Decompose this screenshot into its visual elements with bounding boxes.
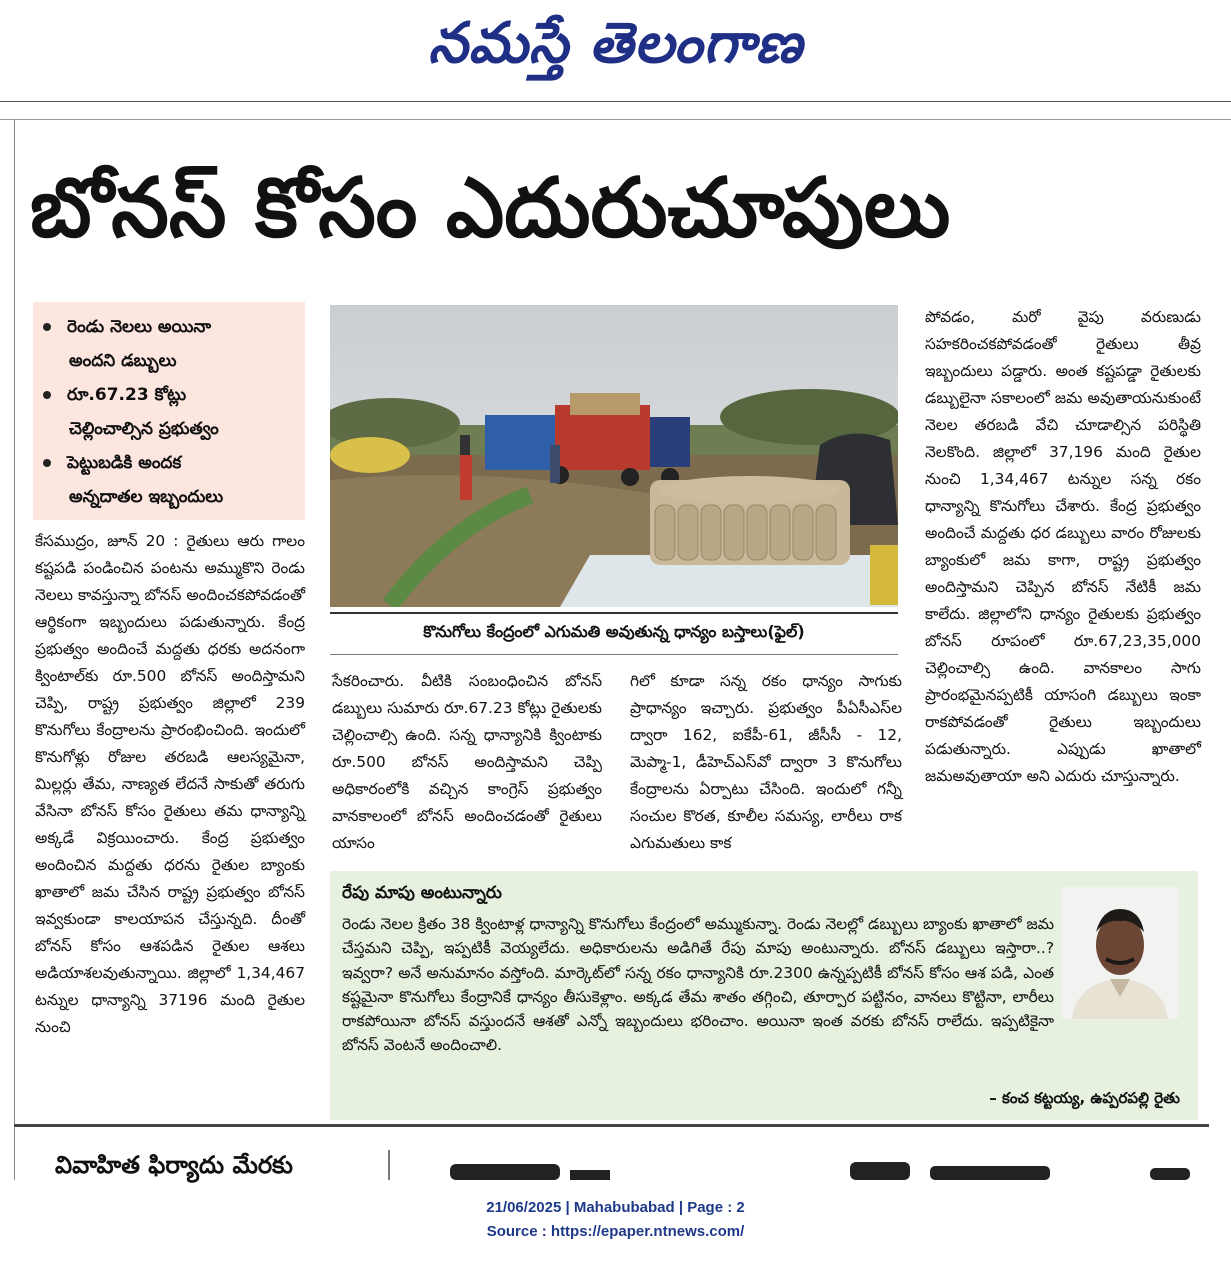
article-column-3: గిలో కూడా సన్న రకం ధాన్యం సాగుకు ప్రాధాన్యం ఇచ్చారు. ప్రభుత్వం పీఏసీఎస్‌ల ద్వారా 162, ఐకేపీ-61, జీసీసీ - 12, మెప్మా-1, డీహెచ్‌ఎస్‌వో ద్వారా 3 కొనుగోలు కేంద్రాలను ఏర్పాటు చేసింది. ఇందులో గన్నీ సంచుల కొరత, కూలీల సమస్య, లారీలు రాక ఎగుమతులు కాక [630,672,902,852]
column-rule [388,1150,390,1180]
column-rule [14,120,15,1180]
highlight-item: రెండు నెలలు అయినా అందని డబ్బులు [43,310,298,378]
highlights-box [33,302,305,520]
bullet-icon [43,323,51,331]
source-link[interactable]: Source : https://epaper.ntnews.com/ [486,1223,745,1240]
farmer-portrait [1062,887,1178,1019]
person-photo-icon [1062,887,1178,1019]
highlight-item: రూ.67.23 కోట్లు చెల్లించాల్సిన ప్రభుత్వం [43,378,298,446]
page-footer [0,1196,1231,1244]
article-column-2: సేకరించారు. వీటికి సంబంధించిన బోనస్‌ డబ్బులు సుమారు రూ.67.23 కోట్లు రైతులకు చెల్లించాల్సి ఉంది. సన్న ధాన్యానికి క్వింటాకు రూ.500 బోనస్‌ అందిస్తామని చెప్పి అధికారంలోకి వచ్చిన కాంగ్రెస్‌ ప్రభుత్వం వానకాలంలో బోనస్‌ అందించడంతో రైతులు యాసం [332,672,602,852]
grain-bags-photo-illustration [330,305,898,607]
article-column-1: కేసముద్రం, జూన్‌ 20 : రైతులు ఆరు గాలం కష్టపడి పండించిన పంటను అమ్ముకొని రెండు నెలలు కావస్తున్నా బోనస్‌ అందించకపోవడంతో ఆర్థికంగా ఇబ్బందులు పడుతున్నారు. కేంద్ర ప్రభుత్వం అందించే మద్దతు ధరకు అదనంగా క్వింటాల్‌కు రూ.500 బోనస్‌ అందిస్తామని చెప్పి, రాష్ట్ర ప్రభుత్వం జిల్లాలో 239 కొనుగోలు కేంద్రాలను ప్రారంభించింది. ఇందులో కొనుగోళ్లు రోజుల తరబడి ఆలస్యమైనా, మిల్లర్లు తేమ, నాణ్యత లేదనే సాకుతో తరుగు వేసినా బోనస్‌ కోసం రైతులు తమ ధాన్యాన్ని అక్కడే విక్రయించారు. కేంద్ర ప్రభుత్వం అందించిన మద్దతు ధరను రైతుల బ్యాంకు ఖాతాలో జమ చేసిన రాష్ట్ర ప్రభుత్వం బోనస్‌ ఇవ్వకుండా కాలయాపన చేస్తున్నది. దీంతో బోనస్‌ కోసం ఆశపడిన రైతుల ఆశలు అడియాశలవుతున్నాయి. జిల్లాలో 1,34,467 టన్నుల ధాన్యాన్ని 37196 మంది రైతుల నుంచి [35,532,305,1036]
next-story-headline: వివాహిత ఫిర్యాదు మేరకు [55,1151,293,1179]
masthead [0,0,1231,100]
bullet-icon [43,391,51,399]
newspaper-logo: నమస్తే తెలంగాణ [428,11,803,76]
quote-body: రెండు నెలల క్రితం 38 క్వింటాళ్ల ధాన్యాన్ని కొనుగోలు కేంద్రంలో అమ్ముకున్నా. రెండు నెలల్లో డబ్బులు బ్యాంకు ఖాతాలో జమ చేస్తమని చెప్పి, ఇప్పటికీ వెయ్యలేదు. అధికారులను అడిగితే రేపు మాపు అంటున్నారు. బోనస్‌ డబ్బులు ఇస్తారా..? ఇవ్వరా? అనే అనుమానం వస్తోంది. మార్కెట్‌లో సన్న రకం ధాన్యానికి రూ.2300 ఉన్నప్పటికీ బోనస్‌ కోసం ఆశ పడి, ఎంత కష్టమైనా కొనుగోలు కేంద్రానికే ధాన్యం తీసుకెళ్లాం. అక్కడ తేమ శాతం తగ్గించి, తూర్పార పట్టినం, వానలు కొట్టినా, లారీలు రాకపోయినా బోనస్‌ వస్తుందనే ఆశతో ఎన్నో ఇబ్బందులు భరించాం. అయినా ఇంత వరకు బోనస్‌ రాలేదు. ఇప్పటికైనా బోనస్‌ వెంటనే అందించాలి. [342,915,1054,1055]
quote-attribution: – కంచ కట్టయ్య, ఉప్పరపల్లి రైతు [989,1089,1180,1107]
divider [0,119,1231,120]
cut-off-headline [430,1150,1210,1180]
highlight-item: పెట్టుబడికి అందక అన్నదాతల ఇబ్బందులు [43,446,298,514]
headline: బోనస్‌ కోసం ఎదురుచూపులు [30,161,951,256]
article-column-4: పోవడం, మరో వైపు వరుణుడు సహకరించకపోవడంతో రైతులు తీవ్ర ఇబ్బందులు పడ్డారు. అంత కష్టపడ్డా రైతులకు డబ్బులైనా సకాలంలో జమ అవుతాయనుకుంటే నెలల తరబడి వేచి చూడాల్సిన పరిస్థితి నెలకొంది. జిల్లాలో 37,196 మంది రైతుల నుంచి 1,34,467 టన్నుల సన్న రకం ధాన్యాన్ని కొనుగోలు చేశారు. కేంద్ర ప్రభుత్వం అందించే మద్దతు ధర డబ్బులు వారం రోజులకు బ్యాంకులో జమ కాగా, రాష్ట్ర ప్రభుత్వం అందిస్తామని చెప్పిన బోనస్‌ నేటికీ జమ కాలేదు. జిల్లాలోని ధాన్యం రైతులకు ప్రభుత్వం బోనస్‌ రూపంలో రూ.67,23,35,000 చెల్లించాల్సి ఉంది. వానకాలం సాగు ప్రారంభమైనప్పటికీ యాసంగి డబ్బులు ఇంకా రాకపోవడంతో రైతులు ఇబ్బందులు పడుతున్నారు. ఎప్పుడు ఖాతాలో జమఅవుతాయా అని ఎదురు చూస్తున్నారు. [925,308,1201,785]
quote-title: రేపు మాపు అంటున్నారు [342,883,502,903]
divider [14,1124,1209,1127]
edition-info: 21/06/2025 | Mahabubabad | Page : 2 [486,1199,745,1216]
divider [0,101,1231,102]
news-photo [330,305,898,607]
photo-caption: కొనుగోలు కేంద్రంలో ఎగుమతి అవుతున్న ధాన్యం బస్తాలు(ఫైల్‌) [330,612,898,655]
bullet-icon [43,459,51,467]
